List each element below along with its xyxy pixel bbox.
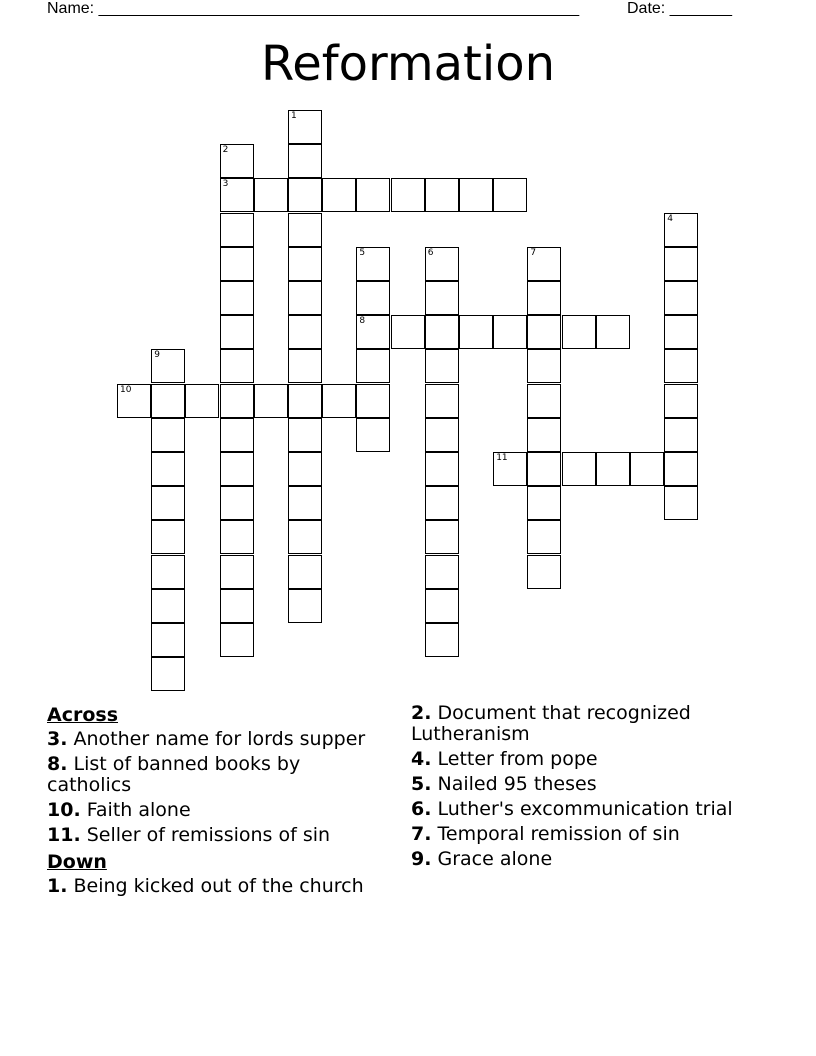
- crossword-cell[interactable]: [288, 213, 322, 247]
- crossword-cell[interactable]: [527, 247, 561, 281]
- crossword-cell[interactable]: [322, 384, 356, 418]
- clue-down-9: [411, 849, 741, 870]
- crossword-cell[interactable]: [664, 452, 698, 486]
- crossword-cell[interactable]: [562, 452, 596, 486]
- crossword-cell[interactable]: [562, 315, 596, 349]
- crossword-cell[interactable]: [425, 281, 459, 315]
- crossword-cell[interactable]: [220, 623, 254, 657]
- crossword-cell[interactable]: [151, 349, 185, 383]
- clue-number: 2.: [411, 702, 432, 724]
- crossword-cell[interactable]: [425, 315, 459, 349]
- crossword-cell[interactable]: [356, 315, 390, 349]
- crossword-cell[interactable]: [151, 623, 185, 657]
- crossword-cell[interactable]: [288, 520, 322, 554]
- cell-number: 7: [530, 247, 537, 258]
- crossword-cell[interactable]: [356, 418, 390, 452]
- crossword-cell[interactable]: [220, 589, 254, 623]
- crossword-cell[interactable]: [288, 452, 322, 486]
- across-heading: Across: [47, 704, 119, 726]
- crossword-cell[interactable]: [151, 486, 185, 520]
- crossword-cell[interactable]: [288, 247, 322, 281]
- clue-text: Being kicked out of the church: [73, 875, 364, 897]
- crossword-cell[interactable]: [425, 384, 459, 418]
- clue-text: Letter from pope: [437, 748, 598, 770]
- crossword-cell[interactable]: [493, 452, 527, 486]
- crossword-cell[interactable]: [288, 384, 322, 418]
- crossword-cell[interactable]: [220, 144, 254, 178]
- crossword-cell[interactable]: [151, 589, 185, 623]
- crossword-cell[interactable]: [288, 178, 322, 212]
- crossword-cell[interactable]: [254, 178, 288, 212]
- crossword-cell[interactable]: [527, 452, 561, 486]
- page-title: Reformation: [261, 36, 555, 92]
- crossword-cell[interactable]: [527, 418, 561, 452]
- clue-across-3: [47, 729, 377, 750]
- crossword-cell[interactable]: [664, 349, 698, 383]
- crossword-cell[interactable]: [493, 178, 527, 212]
- crossword-cell[interactable]: [288, 555, 322, 589]
- crossword-cell[interactable]: [220, 452, 254, 486]
- crossword-cell[interactable]: [151, 520, 185, 554]
- crossword-cell[interactable]: [596, 315, 630, 349]
- crossword-cell[interactable]: [664, 315, 698, 349]
- clue-number: 6.: [411, 798, 432, 820]
- crossword-cell[interactable]: [151, 452, 185, 486]
- crossword-cell[interactable]: [288, 486, 322, 520]
- crossword-cell[interactable]: [596, 452, 630, 486]
- cell-number: 8: [359, 316, 366, 327]
- cell-number: 9: [154, 350, 160, 361]
- crossword-cell[interactable]: [151, 657, 185, 691]
- crossword-cell[interactable]: [288, 281, 322, 315]
- crossword-cell[interactable]: [288, 110, 322, 144]
- crossword-cell[interactable]: [493, 315, 527, 349]
- cell-number: 3: [222, 179, 229, 190]
- clue-down-6: [411, 799, 741, 820]
- name-line[interactable]: Name: ______________________________________________________: [47, 0, 580, 17]
- crossword-cell[interactable]: [527, 555, 561, 589]
- crossword-cell[interactable]: [220, 384, 254, 418]
- clue-number: 9.: [411, 848, 432, 870]
- crossword-cell[interactable]: [220, 555, 254, 589]
- crossword-cell[interactable]: [425, 349, 459, 383]
- cell-number: 5: [359, 247, 366, 258]
- date-line[interactable]: Date: _______: [627, 0, 732, 17]
- crossword-cell[interactable]: [425, 555, 459, 589]
- crossword-cell[interactable]: [288, 349, 322, 383]
- crossword-cell[interactable]: [425, 178, 459, 212]
- crossword-cell[interactable]: [288, 144, 322, 178]
- clue-text: Faith alone: [86, 799, 191, 821]
- clue-text: Another name for lords supper: [73, 728, 366, 750]
- crossword-cell[interactable]: [527, 384, 561, 418]
- crossword-cell[interactable]: [288, 418, 322, 452]
- crossword-cell[interactable]: [220, 178, 254, 212]
- cell-number: 1: [291, 111, 297, 121]
- down-heading: Down: [47, 851, 107, 873]
- crossword-cell[interactable]: [459, 178, 493, 212]
- crossword-cell[interactable]: [220, 486, 254, 520]
- crossword-cell[interactable]: [527, 281, 561, 315]
- cell-number: 4: [667, 213, 673, 224]
- crossword-cell[interactable]: [527, 315, 561, 349]
- clues-right-column: [411, 703, 741, 874]
- crossword-cell[interactable]: [254, 384, 288, 418]
- crossword-cell[interactable]: [220, 213, 254, 247]
- clue-down-4: [411, 749, 741, 770]
- crossword-cell[interactable]: [220, 281, 254, 315]
- clue-text: Temporal remission of sin: [437, 823, 680, 845]
- clue-text: Seller of remissions of sin: [86, 824, 331, 846]
- clue-text: Nailed 95 theses: [437, 773, 597, 795]
- clue-down-5: [411, 774, 741, 795]
- crossword-cell[interactable]: [356, 178, 390, 212]
- crossword-cell[interactable]: [356, 349, 390, 383]
- clue-down-1: [47, 876, 377, 897]
- clue-across-11: [47, 825, 377, 846]
- crossword-cell[interactable]: [527, 486, 561, 520]
- crossword-cell[interactable]: [664, 486, 698, 520]
- crossword-cell[interactable]: [356, 281, 390, 315]
- clue-down-2: [411, 703, 741, 745]
- crossword-cell[interactable]: [220, 418, 254, 452]
- crossword-cell[interactable]: [288, 315, 322, 349]
- crossword-cell[interactable]: [459, 315, 493, 349]
- crossword-cell[interactable]: [425, 589, 459, 623]
- clue-text: Grace alone: [437, 848, 553, 870]
- crossword-cell[interactable]: [151, 384, 185, 418]
- crossword-cell[interactable]: [527, 349, 561, 383]
- crossword-cell[interactable]: [356, 384, 390, 418]
- clue-number: 8.: [47, 753, 68, 775]
- crossword-cell[interactable]: [220, 520, 254, 554]
- clue-number: 7.: [411, 823, 432, 845]
- cell-number: 6: [427, 247, 434, 258]
- clue-text: Document that recognized Lutheranism: [411, 702, 691, 745]
- clue-text: Luther's excommunication trial: [437, 798, 733, 820]
- crossword-cell[interactable]: [630, 452, 664, 486]
- crossword-cell[interactable]: [664, 418, 698, 452]
- crossword-cell[interactable]: [527, 520, 561, 554]
- crossword-cell[interactable]: [288, 589, 322, 623]
- crossword-cell[interactable]: [664, 247, 698, 281]
- crossword-cell[interactable]: [151, 418, 185, 452]
- crossword-cell[interactable]: [664, 281, 698, 315]
- clue-across-8: [47, 754, 377, 796]
- crossword-cell[interactable]: [220, 315, 254, 349]
- clue-number: 11.: [47, 824, 81, 846]
- clue-number: 10.: [47, 799, 81, 821]
- crossword-cell[interactable]: [425, 418, 459, 452]
- clue-number: 3.: [47, 728, 68, 750]
- clue-number: 5.: [411, 773, 432, 795]
- clue-number: 4.: [411, 748, 432, 770]
- crossword-cell[interactable]: [425, 623, 459, 657]
- cell-number: 11: [496, 453, 508, 463]
- crossword-cell[interactable]: [664, 384, 698, 418]
- crossword-cell[interactable]: [322, 178, 356, 212]
- crossword-cell[interactable]: [185, 384, 219, 418]
- clue-text: List of banned books by catholics: [47, 753, 301, 796]
- cell-number: 10: [120, 384, 132, 395]
- clues-left-column: [47, 703, 377, 901]
- clue-down-7: [411, 824, 741, 845]
- clue-across-10: [47, 800, 377, 821]
- clue-number: 1.: [47, 875, 68, 897]
- crossword-cell[interactable]: [391, 178, 425, 212]
- crossword-cell[interactable]: [425, 247, 459, 281]
- crossword-cell[interactable]: [664, 213, 698, 247]
- crossword-cell[interactable]: [151, 555, 185, 589]
- crossword-cell[interactable]: [220, 349, 254, 383]
- crossword-cell[interactable]: [356, 247, 390, 281]
- crossword-cell[interactable]: [391, 315, 425, 349]
- crossword-cell[interactable]: [117, 384, 151, 418]
- crossword-cell[interactable]: [220, 247, 254, 281]
- crossword-cell[interactable]: [425, 486, 459, 520]
- cell-number: 2: [222, 145, 229, 156]
- crossword-cell[interactable]: [425, 452, 459, 486]
- crossword-cell[interactable]: [425, 520, 459, 554]
